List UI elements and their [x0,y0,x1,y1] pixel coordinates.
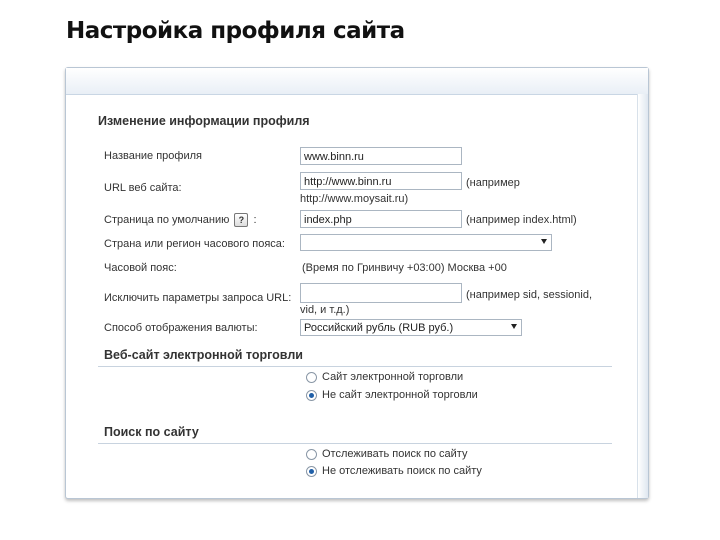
site-search-option-track[interactable] [306,448,467,460]
currency-select[interactable] [300,319,522,336]
website-url-hint: (например [466,177,520,189]
default-page-hint: (например index.html) [466,214,577,226]
ecommerce-section-title: Веб-сайт электронной торговли [104,348,303,362]
section-divider [98,366,612,367]
radio-button-selected[interactable] [306,466,317,477]
radio-label: Не сайт электронной торговли [322,389,478,401]
radio-label: Отслеживать поиск по сайту [322,448,468,460]
exclude-params-hint-example: vid, и т.д.) [300,304,350,316]
help-icon[interactable]: ? [234,213,248,227]
chevron-down-icon [511,324,517,329]
timezone-value: (Время по Гринвичу +03:00) Москва +00 [302,262,507,274]
radio-button[interactable] [306,449,317,460]
currency-label: Способ отображения валюты: [104,322,258,334]
website-url-input[interactable]: http://www.binn.ru [300,172,462,190]
panel-right-edge [637,94,648,498]
currency-value: Российский рубль (RUB руб.) [304,322,454,334]
site-search-option-no-track[interactable] [306,465,482,477]
site-search-section-title: Поиск по сайту [104,425,199,439]
timezone-region-select[interactable] [300,234,552,251]
exclude-params-input[interactable] [300,283,462,303]
ecommerce-option-no[interactable] [306,389,478,401]
radio-button[interactable] [306,372,317,383]
default-page-label: Страница по умолчанию [104,213,230,226]
timezone-region-label: Страна или регион часового пояса: [104,238,285,250]
exclude-params-hint: (например sid, sessionid, [466,289,593,301]
panel-header-bar [66,68,648,95]
ecommerce-option-yes[interactable] [306,371,463,383]
page-title: Настройка профиля сайта [66,18,405,44]
radio-button-selected[interactable] [306,390,317,401]
profile-name-input[interactable]: www.binn.ru [300,147,462,165]
radio-label: Не отслеживать поиск по сайту [322,465,482,477]
radio-label: Сайт электронной торговли [322,371,464,383]
chevron-down-icon [541,239,547,244]
website-url-label: URL веб сайта: [104,182,182,194]
profile-section-title: Изменение информации профиля [98,114,310,128]
default-page-colon: : [253,213,257,226]
timezone-label: Часовой пояс: [104,262,177,274]
default-page-label-row [104,213,257,227]
website-url-hint-example: http://www.moysait.ru) [300,193,409,205]
exclude-params-label: Исключить параметры запроса URL: [104,292,292,304]
section-divider [98,443,612,444]
profile-name-label: Название профиля [104,150,202,162]
default-page-input[interactable]: index.php [300,210,462,228]
